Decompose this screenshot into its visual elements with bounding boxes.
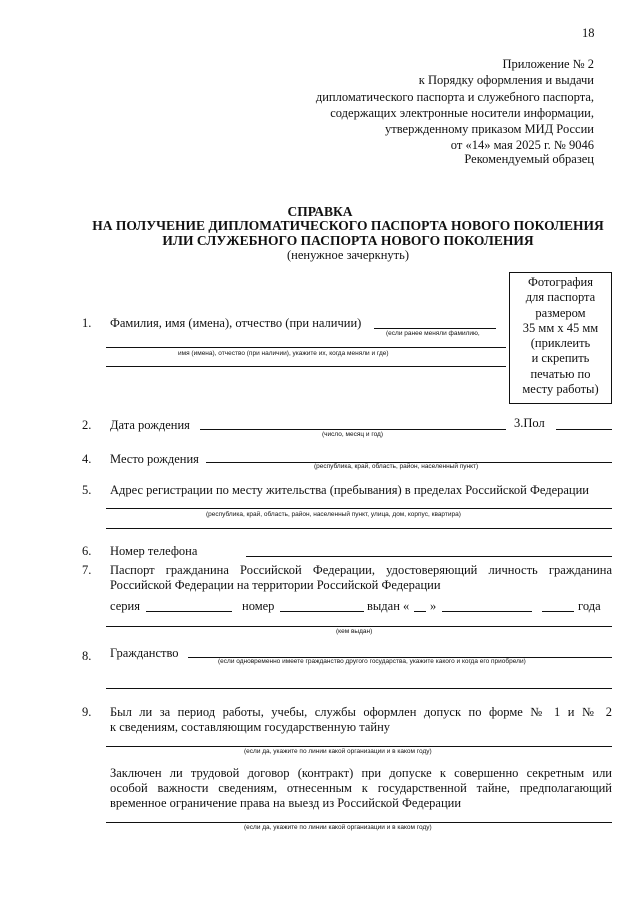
document-subtitle: НА ПОЛУЧЕНИЕ ДИПЛОМАТИЧЕСКОГО ПАСПОРТА НОВОГО ПОКОЛЕНИЯ (92, 218, 604, 233)
quote-close: » (430, 599, 437, 613)
citizenship-field-2[interactable] (106, 688, 612, 689)
full-name-hint: (если ранее меняли фамилию, (386, 330, 480, 337)
field-5-number: 5. (82, 483, 92, 497)
header-line: к Порядку оформления и выдачи (418, 73, 594, 88)
photo-box-line: для паспорта (525, 290, 596, 305)
passport-issue-year-field[interactable] (542, 611, 574, 612)
passport-issuer-hint: (кем выдан) (336, 628, 373, 635)
passport-series-label: серия (110, 599, 140, 613)
document-subtitle-2: ИЛИ СЛУЖЕБНОГО ПАСПОРТА НОВОГО ПОКОЛЕНИЯ (162, 233, 534, 248)
contract-question-line: Заключен ли трудовой договор (контракт) при допуске к совершенно секретным или (110, 766, 612, 780)
address-field[interactable] (106, 508, 612, 509)
sex-label: 3.Пол (514, 416, 545, 430)
header-line: дипломатического паспорта и служебного паспорта, (315, 89, 594, 104)
photo-box-line: месту работы) (522, 382, 599, 397)
address-label: Адрес регистрации по месту жительства (пребывания) в пределах Российской Федерации (110, 483, 589, 497)
birth-date-hint: (число, месяц и год) (322, 431, 384, 438)
clearance-field[interactable] (106, 746, 612, 747)
birth-date-label: Дата рождения (110, 418, 190, 432)
citizenship-hint: (если одновременно имеете гражданство другого государства, укажите какого и когда его приобрели) (218, 658, 526, 665)
passport-number-field[interactable] (280, 611, 364, 612)
contract-field[interactable] (106, 822, 612, 823)
recommended-sample-note: Рекомендуемый образец (464, 152, 594, 166)
address-field-2[interactable] (106, 528, 612, 529)
sex-field[interactable] (556, 429, 612, 430)
passport-issuer-field[interactable] (106, 626, 612, 627)
birth-place-label: Место рождения (110, 452, 199, 466)
photo-box-line: (приклеить (530, 336, 591, 351)
page-number: 18 (582, 26, 595, 40)
field-1-number: 1. (82, 316, 92, 330)
previous-names-field[interactable] (106, 366, 506, 367)
citizenship-label: Гражданство (110, 646, 179, 660)
contract-question-line: временное ограничение права на выезд из Российской Федерации (110, 796, 462, 810)
passport-series-field[interactable] (146, 611, 232, 612)
phone-label: Номер телефона (110, 544, 198, 558)
clearance-label: Был ли за период работы, учебы, службы оформлен допуск по форме № 1 и № 2 (110, 705, 612, 719)
photo-box-line: печатью по (530, 366, 591, 381)
passport-issue-day-field[interactable] (414, 611, 426, 612)
clearance-label-2: к сведениям, составляющим государственную тайну (110, 720, 391, 734)
passport-year-label: года (578, 599, 601, 613)
header-line: Приложение № 2 (502, 57, 594, 71)
passport-label-2: Российской Федерации на территории Российской Федерации (110, 578, 441, 592)
field-6-number: 6. (82, 544, 92, 558)
header-line: содержащих электронные носители информации, (330, 105, 594, 120)
field-8-number: 8. (82, 649, 92, 663)
clearance-hint: (если да, укажите по линии какой организации и в каком году) (244, 748, 432, 755)
photo-box-line: Фотография (528, 275, 593, 289)
contract-question-line: особой важности сведениям, отнесенным к государственной тайне, предполагающий (110, 781, 612, 795)
passport-issued-label: выдан « (367, 599, 410, 613)
strike-note: (ненужное зачеркнуть) (287, 248, 409, 262)
photo-box-line: 35 мм х 45 мм (522, 320, 599, 335)
photo-box-line: и скрепить (531, 351, 590, 366)
contract-hint: (если да, укажите по линии какой организации и в каком году) (244, 824, 432, 831)
full-name-field[interactable] (374, 328, 496, 329)
passport-label: Паспорт гражданина Российской Федерации, удостоверяющий личность гражданина (110, 563, 612, 577)
full-name-label: Фамилия, имя (имена), отчество (при наличии) (110, 316, 362, 330)
photo-box (509, 272, 612, 404)
field-4-number: 4. (82, 452, 92, 466)
appendix-header (194, 56, 594, 154)
document-title: СПРАВКА (287, 204, 353, 219)
address-hint: (республика, край, область, район, населенный пункт, улица, дом, корпус, квартира) (206, 511, 461, 518)
photo-box-line: размером (535, 305, 586, 320)
passport-issue-month-field[interactable] (442, 611, 532, 612)
header-line: утвержденному приказом МИД России (384, 122, 594, 137)
header-line: от «14» мая 2025 г. № 9046 (450, 138, 594, 153)
birth-place-hint: (республика, край, область, район, населенный пункт) (314, 463, 479, 470)
passport-number-label: номер (242, 599, 275, 613)
field-9-number: 9. (82, 705, 92, 719)
birth-date-field[interactable] (200, 429, 506, 430)
full-name-field-2[interactable] (106, 347, 506, 348)
phone-field[interactable] (246, 556, 612, 557)
field-7-number: 7. (82, 563, 92, 577)
field-2-number: 2. (82, 418, 92, 432)
previous-names-hint: имя (имена), отчество (при наличии), укажите их, когда меняли и где) (178, 350, 389, 357)
